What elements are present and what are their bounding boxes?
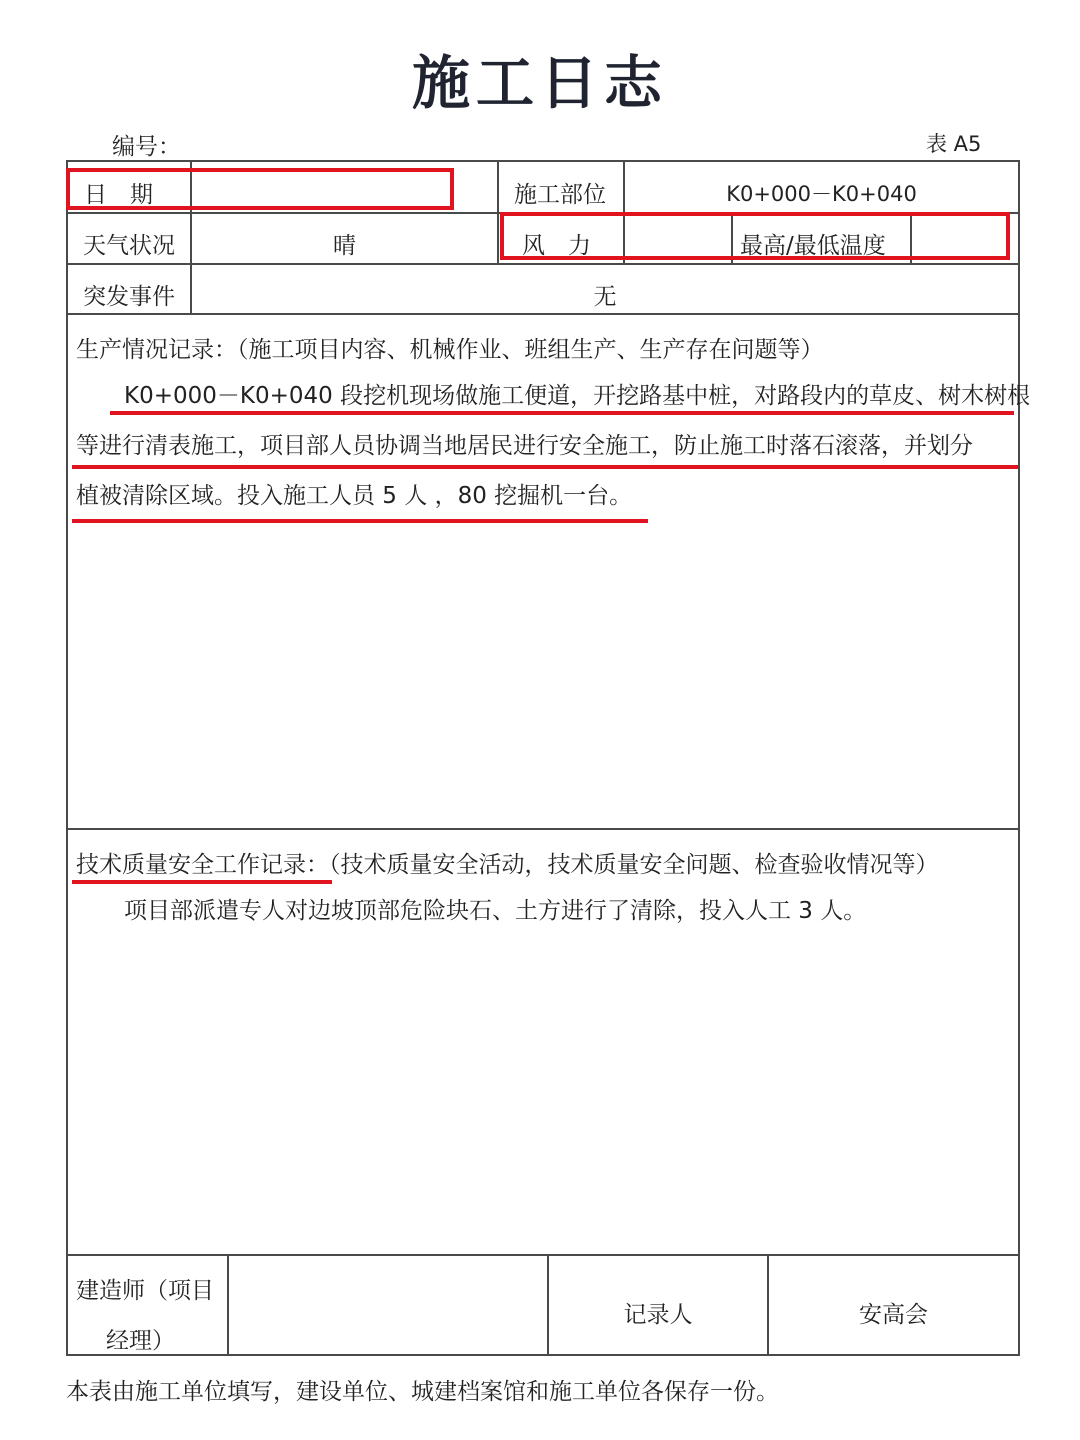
footer-note: 本表由施工单位填写，建设单位、城建档案馆和施工单位各保存一份。	[66, 1379, 779, 1405]
table-border-left	[66, 160, 68, 1356]
production-line: 等进行清表施工，项目部人员协调当地居民进行安全施工，防止施工时落石滚落，并划分	[76, 433, 973, 459]
recorder-value[interactable]: 安高会	[859, 1302, 928, 1328]
production-line: 植被清除区域。投入施工人员 5 人 ，80 挖掘机一台。	[76, 483, 633, 509]
production-heading: 生产情况记录：（施工项目内容、机械作业、班组生产、生产存在问题等）	[76, 337, 824, 363]
date-label: 日 期	[84, 182, 153, 208]
technical-heading: 技术质量安全工作记录：（技术质量安全活动，技术质量安全问题、检查验收情况等）	[76, 852, 939, 878]
highlight-box-weather-details	[500, 212, 1010, 260]
temperature-label: 最高/最低温度	[740, 233, 886, 259]
technical-record[interactable]: 项目部派遣专人对边坡顶部危险块石、土方进行了清除，投入人工 3 人。	[124, 898, 867, 924]
weather-label: 天气状况	[83, 233, 175, 259]
form-code: 表 A5	[926, 132, 982, 156]
row-divider	[66, 1254, 1020, 1256]
table-border-bottom	[66, 1354, 1020, 1356]
row-divider	[66, 313, 1020, 315]
table-border-right	[1018, 160, 1020, 1356]
page-title: 施工日志	[411, 49, 668, 117]
highlight-underline	[110, 411, 1014, 415]
weather-value[interactable]: 晴	[333, 233, 356, 259]
highlight-box-date	[66, 168, 454, 210]
incident-value[interactable]: 无	[593, 284, 617, 310]
wind-label: 风 力	[522, 233, 591, 259]
engineer-label-cont: 经理）	[106, 1328, 175, 1354]
incident-label: 突发事件	[83, 284, 175, 310]
serial-number-label: 编号：	[112, 134, 181, 160]
recorder-label: 记录人	[623, 1302, 693, 1328]
row-divider	[66, 263, 1020, 265]
engineer-label: 建造师（项目	[76, 1278, 214, 1304]
highlight-underline	[72, 465, 1018, 469]
row-divider	[66, 828, 1020, 830]
location-value[interactable]: K0+000－K0+040	[726, 182, 917, 206]
table-border-top	[66, 160, 1020, 162]
location-label: 施工部位	[514, 182, 606, 208]
production-line: K0+000－K0+040 段挖机现场做施工便道，开挖路基中桩，对路段内的草皮、树木树根	[124, 383, 1031, 409]
highlight-underline	[72, 519, 648, 523]
highlight-underline	[72, 880, 332, 884]
col-divider	[227, 1254, 229, 1355]
